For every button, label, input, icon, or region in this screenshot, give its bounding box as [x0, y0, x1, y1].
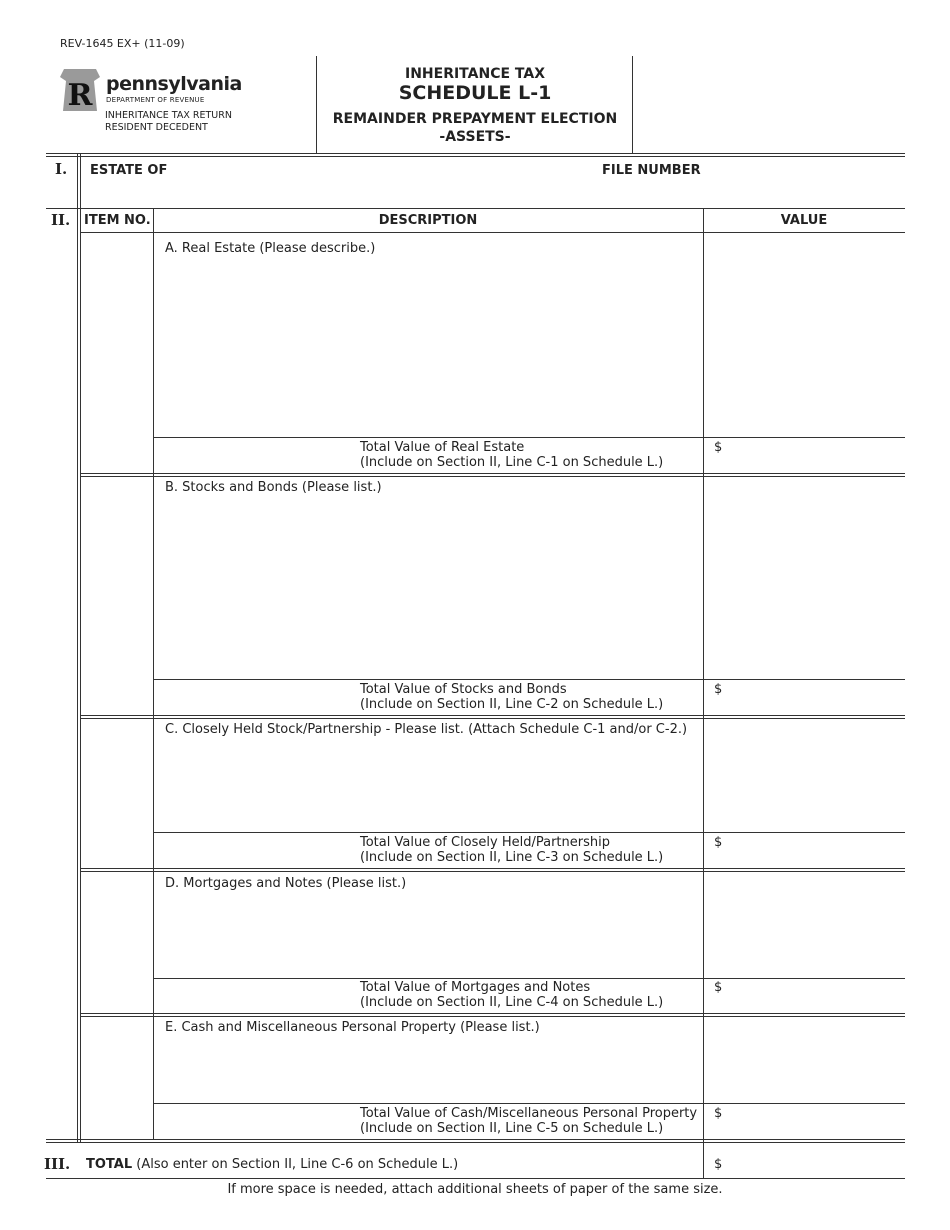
item-col-rule: [153, 208, 154, 1139]
block-b-total-label: Total Value of Stocks and Bonds: [360, 682, 567, 697]
block-b-total-field[interactable]: [728, 682, 903, 712]
return-type-line2: RESIDENT DECEDENT: [105, 122, 208, 133]
block-c-heading: C. Closely Held Stock/Partnership - Please list. (Attach Schedule C-1 and/or C-2.): [165, 722, 688, 737]
logo-letter: R: [67, 78, 93, 111]
block-d-end-rule: [80, 1013, 905, 1017]
header-divider-left: [316, 56, 317, 153]
section3-bottom-rule: [46, 1178, 905, 1179]
section2-top-rule: [46, 208, 905, 209]
block-c-total-note: (Include on Section II, Line C-3 on Schedule L.): [360, 850, 664, 865]
block-c-description-field[interactable]: [158, 742, 698, 828]
col-item-no: ITEM NO.: [84, 213, 151, 228]
grand-total-field[interactable]: [728, 1150, 903, 1176]
block-a-total-field[interactable]: [728, 440, 903, 470]
title-assets: -ASSETS-: [439, 129, 511, 145]
left-double-rule: [77, 153, 81, 1143]
block-e-total-rule: [153, 1103, 905, 1104]
block-a-total-note: (Include on Section II, Line C-1 on Schedule L.): [360, 455, 664, 470]
total-label: TOTAL: [86, 1157, 133, 1172]
block-a-end-rule: [80, 473, 905, 477]
block-a-total-label: Total Value of Real Estate: [360, 440, 525, 455]
block-e-description-field[interactable]: [158, 1040, 698, 1100]
return-type-line1: INHERITANCE TAX RETURN: [105, 110, 232, 121]
block-e-heading: E. Cash and Miscellaneous Personal Property (Please list.): [165, 1020, 540, 1035]
brand-name: pennsylvania: [106, 73, 242, 95]
value-col-rule: [703, 208, 704, 1179]
title-election: REMAINDER PREPAYMENT ELECTION: [332, 111, 618, 127]
section2-roman: II.: [51, 211, 71, 229]
block-c-total-label: Total Value of Closely Held/Partnership: [360, 835, 610, 850]
block-b-description-field[interactable]: [158, 500, 698, 675]
block-a-total-rule: [153, 437, 905, 438]
block-c-currency: $: [714, 835, 723, 850]
form-number: REV-1645 EX+ (11-09): [60, 37, 185, 50]
block-a-heading: A. Real Estate (Please describe.): [165, 241, 376, 256]
block-d-total-label: Total Value of Mortgages and Notes: [360, 980, 591, 995]
block-a-description-field[interactable]: [158, 262, 698, 432]
block-e-currency: $: [714, 1106, 723, 1121]
block-e-total-note: (Include on Section II, Line C-5 on Schedule L.): [360, 1121, 664, 1136]
block-c-end-rule: [80, 868, 905, 872]
section1-top-rule: [46, 153, 905, 157]
total-note: (Also enter on Section II, Line C-6 on Schedule L.): [132, 1157, 459, 1172]
title-schedule: SCHEDULE L-1: [398, 82, 552, 104]
header-divider-right: [632, 56, 633, 153]
block-b-heading: B. Stocks and Bonds (Please list.): [165, 480, 382, 495]
block-d-total-note: (Include on Section II, Line C-4 on Schedule L.): [360, 995, 664, 1010]
block-e-total-field[interactable]: [728, 1106, 903, 1136]
block-b-currency: $: [714, 682, 723, 697]
block-e-total-label: Total Value of Cash/Miscellaneous Personal Property: [360, 1106, 698, 1121]
col-description: DESCRIPTION: [378, 213, 478, 228]
block-d-currency: $: [714, 980, 723, 995]
block-d-heading: D. Mortgages and Notes (Please list.): [165, 876, 407, 891]
grand-total-currency: $: [714, 1157, 723, 1172]
block-c-total-rule: [153, 832, 905, 833]
section3-roman: III.: [44, 1155, 71, 1173]
department-name: DEPARTMENT OF REVENUE: [106, 96, 205, 104]
block-d-total-rule: [153, 978, 905, 979]
estate-of-label: ESTATE OF: [90, 163, 168, 178]
block-c-total-field[interactable]: [728, 835, 903, 865]
col-value: VALUE: [780, 213, 828, 228]
block-b-total-note: (Include on Section II, Line C-2 on Schedule L.): [360, 697, 664, 712]
title-inheritance-tax: INHERITANCE TAX: [404, 66, 545, 82]
file-number-label: FILE NUMBER: [602, 163, 701, 178]
block-d-total-field[interactable]: [728, 980, 903, 1010]
section3-top-rule: [46, 1139, 905, 1143]
file-number-field[interactable]: [705, 180, 905, 206]
footer-note: If more space is needed, attach additional sheets of paper of the same size.: [227, 1182, 723, 1197]
block-b-end-rule: [80, 715, 905, 719]
keystone-logo-icon: [60, 69, 100, 111]
block-d-description-field[interactable]: [158, 896, 698, 973]
section1-roman: I.: [55, 160, 68, 178]
block-b-total-rule: [153, 679, 905, 680]
block-a-currency: $: [714, 440, 723, 455]
estate-of-field[interactable]: [82, 180, 592, 206]
col-header-bottom-rule: [80, 232, 905, 233]
